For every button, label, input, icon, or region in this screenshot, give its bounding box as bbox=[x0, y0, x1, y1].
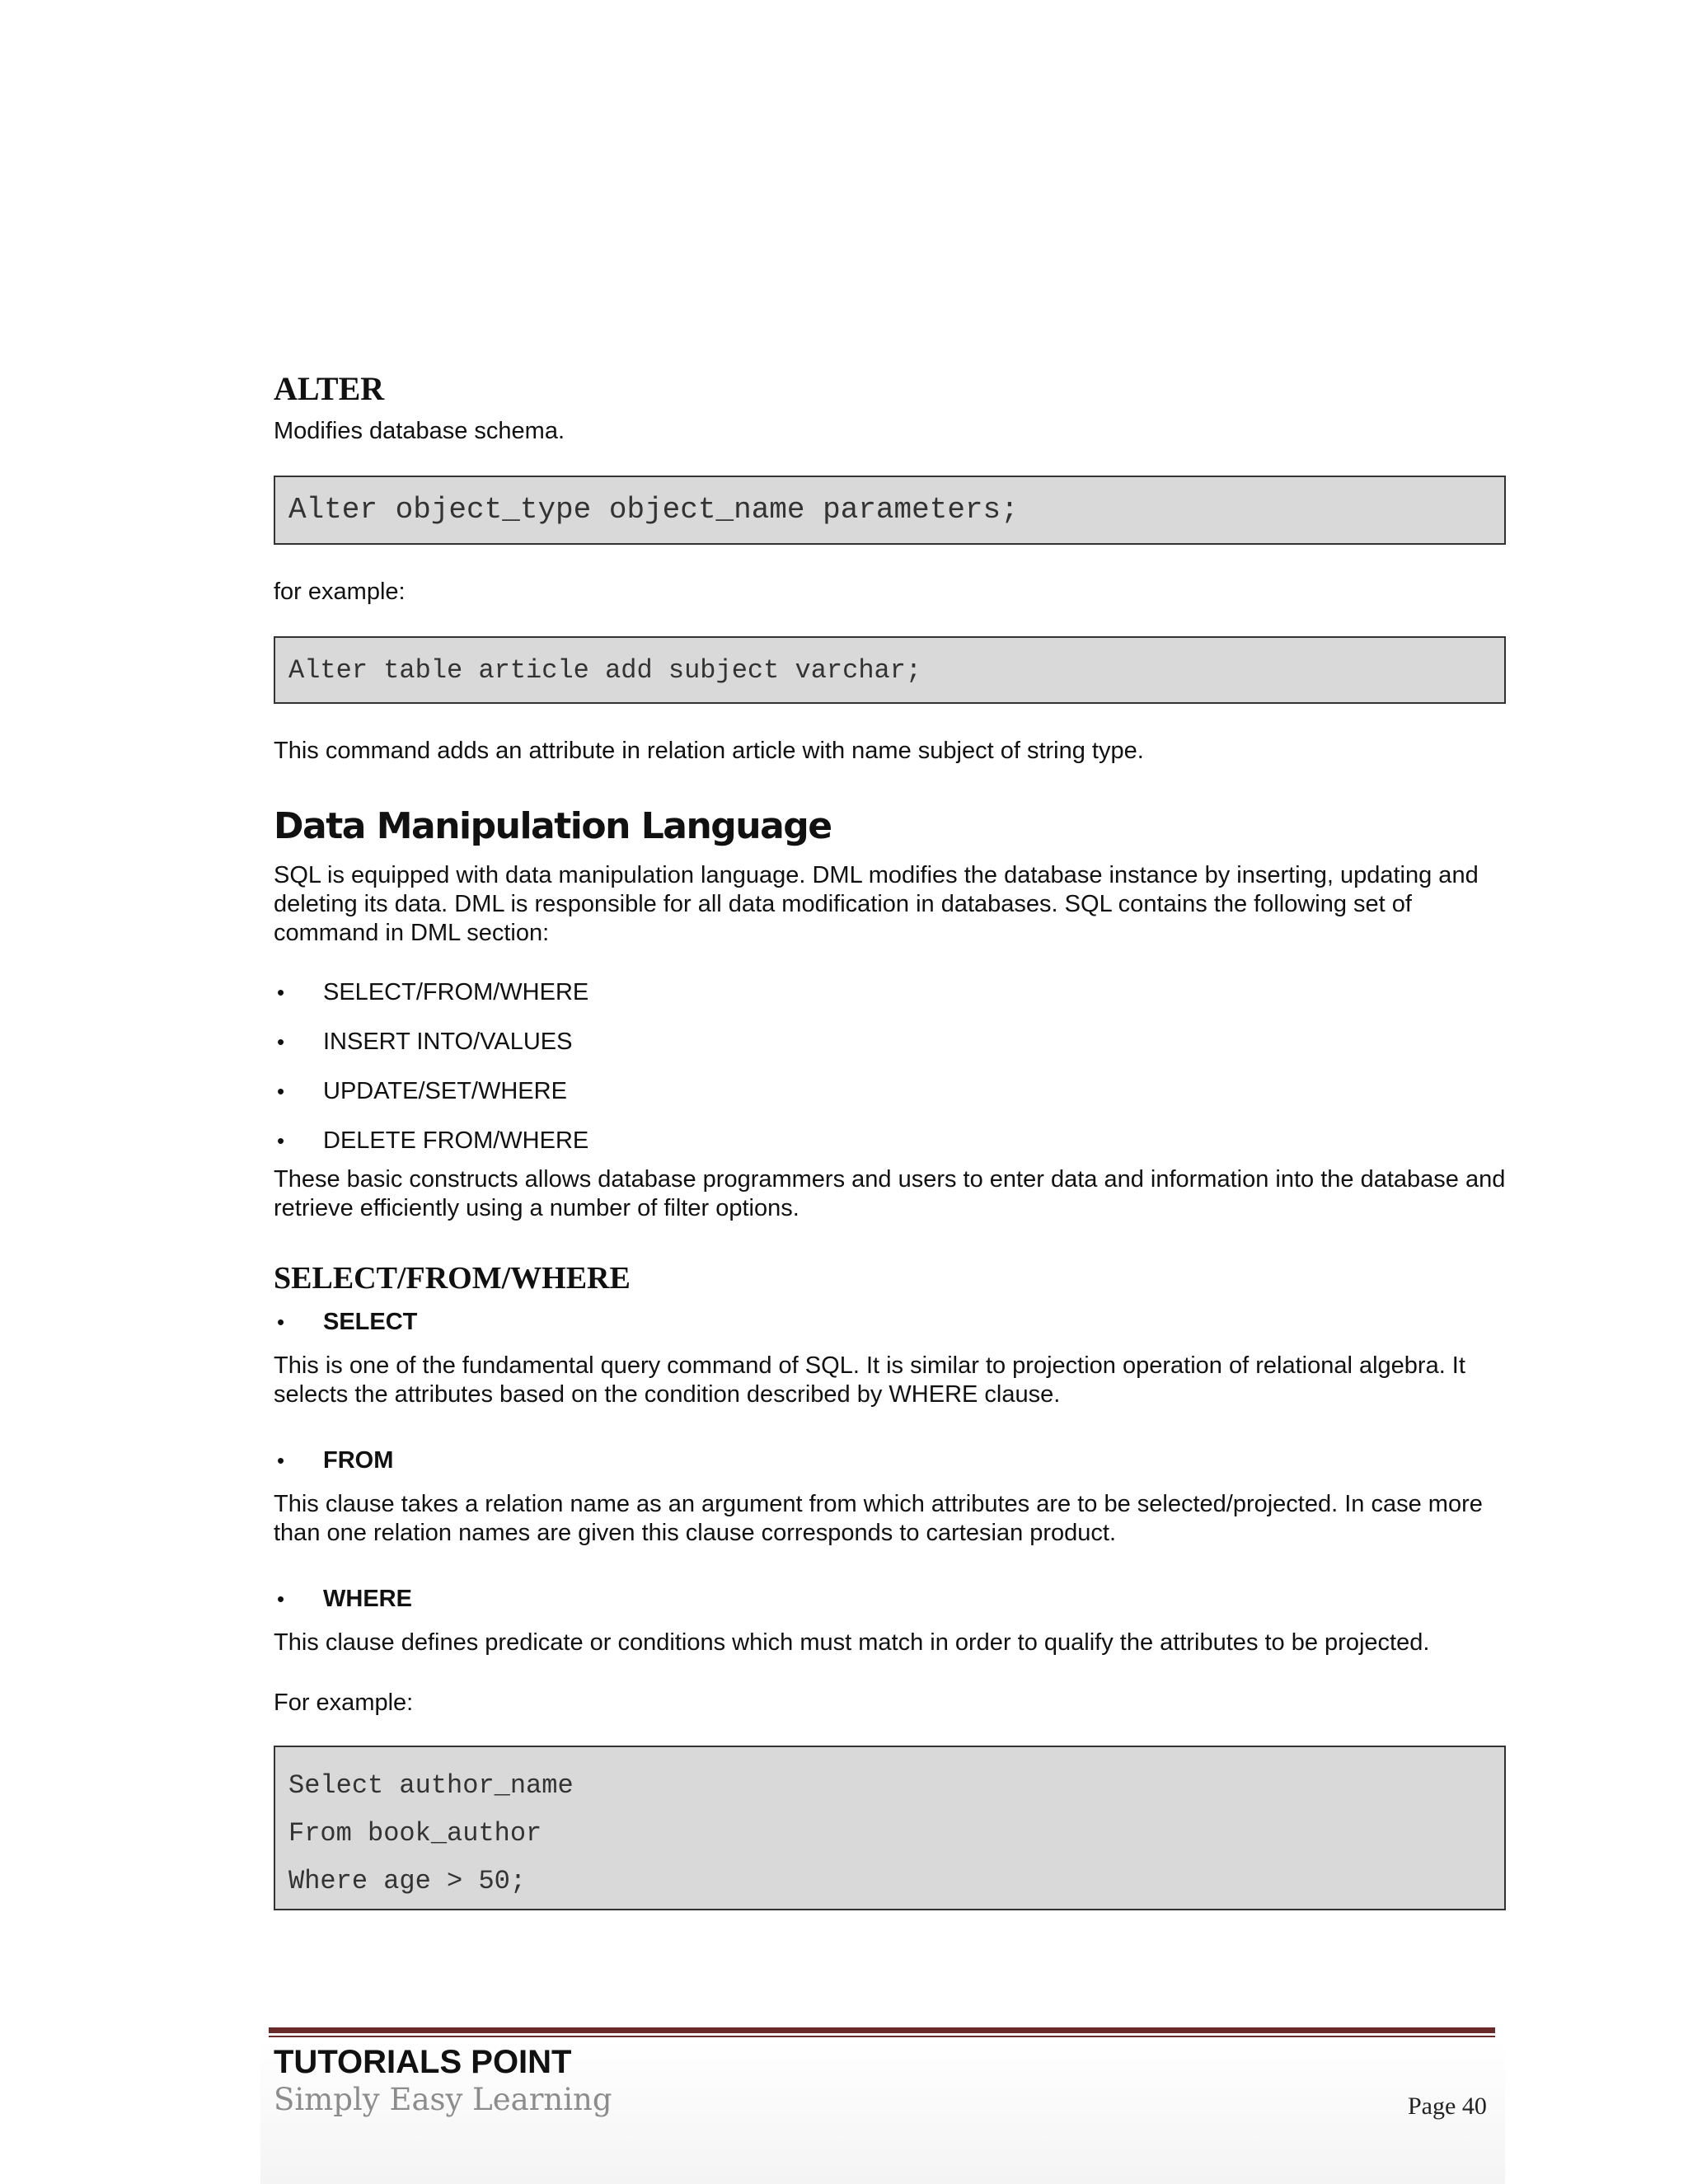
dml-command-label: UPDATE/SET/WHERE bbox=[323, 1078, 567, 1104]
alter-explanation: This command adds an attribute in relation article with name subject of string type. bbox=[274, 738, 1144, 764]
alter-heading: ALTER bbox=[274, 370, 385, 407]
where-clause-name: WHERE bbox=[323, 1586, 412, 1612]
dml-command-item bbox=[274, 968, 1506, 1017]
dml-heading: Data Manipulation Language bbox=[274, 805, 832, 847]
dml-command-item bbox=[274, 1017, 1506, 1066]
from-clause-bullet bbox=[274, 1446, 1506, 1475]
dml-command-label: INSERT INTO/VALUES bbox=[323, 1029, 573, 1055]
dml-command-label: SELECT/FROM/WHERE bbox=[323, 979, 589, 1005]
page-number: Page 40 bbox=[1408, 2093, 1487, 2120]
where-clause-text: This clause defines predicate or conditions which must match in order to qualify the attributes to be projected. bbox=[274, 1629, 1430, 1656]
from-clause-text: This clause takes a relation name as an argument from which attributes are to be selected/projected. In case more than one relation names are given this clause corresponds to cartesian product. bbox=[274, 1491, 1483, 1546]
alter-syntax-code-box bbox=[274, 476, 1506, 545]
footer-tagline: Simply Easy Learning bbox=[274, 2082, 612, 2117]
sfw-example-code-box bbox=[274, 1746, 1506, 1910]
select-clause-text: This is one of the fundamental query command of SQL. It is similar to projection operation of relational algebra. It selects the attributes based on the condition described by WHERE clause. bbox=[274, 1352, 1465, 1408]
from-clause-name: FROM bbox=[323, 1447, 394, 1474]
sfw-heading: SELECT/FROM/WHERE bbox=[274, 1261, 631, 1296]
dml-summary: These basic constructs allows database programmers and users to enter data and information into the database and retrieve efficiently using a number of filter options. bbox=[274, 1166, 1506, 1221]
dml-command-item bbox=[274, 1116, 1506, 1165]
select-clause-name: SELECT bbox=[323, 1309, 418, 1335]
bullet-icon: • bbox=[277, 1029, 285, 1054]
where-clause-bullet bbox=[274, 1584, 1506, 1614]
footer-divider-thin bbox=[269, 2036, 1495, 2037]
sfw-example-code-line: Where age > 50; bbox=[288, 1866, 527, 1896]
alter-example-intro: for example: bbox=[274, 579, 406, 605]
dml-command-item bbox=[274, 1066, 1506, 1116]
bullet-icon: • bbox=[277, 1128, 285, 1153]
bullet-icon: • bbox=[277, 980, 285, 1005]
dml-intro: SQL is equipped with data manipulation language. DML modifies the database instance by inserting, updating and deleting its data. DML is responsible for all data modification in databases. SQL contains the following set of command in DML section: bbox=[274, 862, 1479, 946]
dml-command-label: DELETE FROM/WHERE bbox=[323, 1127, 589, 1154]
footer-divider bbox=[269, 2027, 1495, 2033]
alter-example-code-box bbox=[274, 636, 1506, 704]
alter-syntax-code: Alter object_type object_name parameters; bbox=[288, 493, 1019, 527]
select-clause-bullet bbox=[274, 1307, 1506, 1337]
bullet-icon: • bbox=[277, 1079, 285, 1104]
page-content bbox=[274, 363, 1506, 1910]
bullet-icon: • bbox=[277, 1310, 285, 1334]
alter-description: Modifies database schema. bbox=[274, 418, 565, 444]
sfw-example-intro: For example: bbox=[274, 1690, 414, 1716]
sfw-example-code-line: From book_author bbox=[288, 1818, 542, 1849]
alter-example-code: Alter table article add subject varchar; bbox=[288, 655, 922, 686]
bullet-icon: • bbox=[277, 1448, 285, 1473]
sfw-example-code-line: Select author_name bbox=[288, 1770, 574, 1801]
dml-command-list bbox=[274, 968, 1506, 1165]
footer-brand: TUTORIALS POINT bbox=[274, 2044, 572, 2080]
bullet-icon: • bbox=[277, 1586, 285, 1611]
